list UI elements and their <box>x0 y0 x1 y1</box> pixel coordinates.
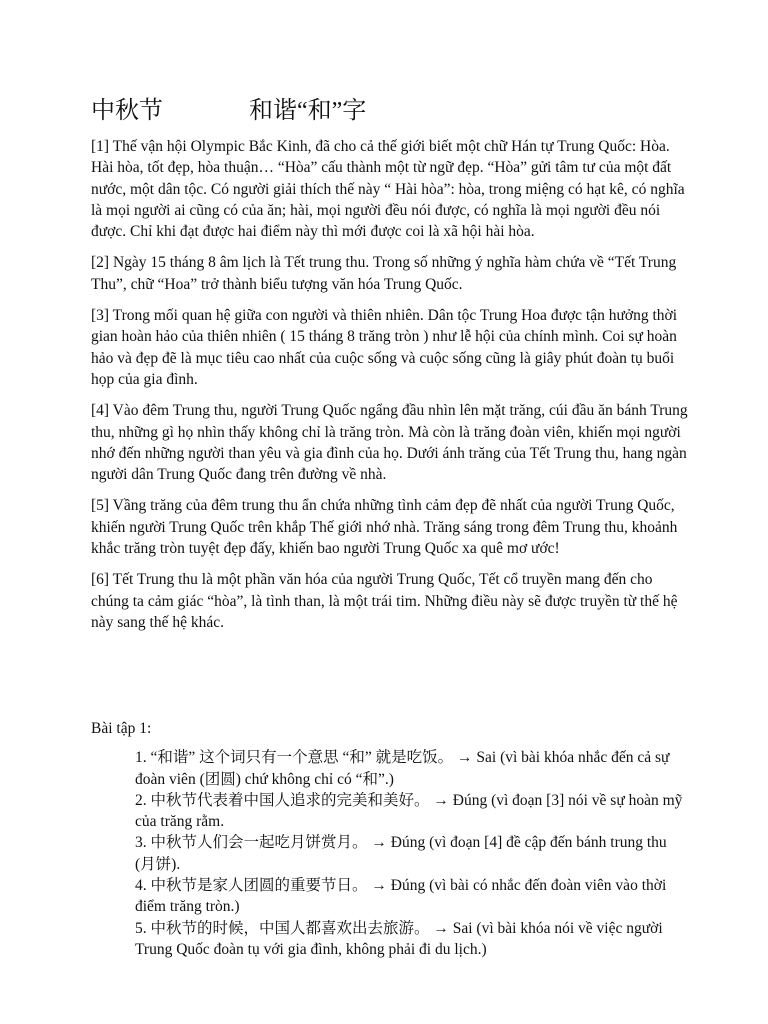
document-title <box>91 96 691 126</box>
exercise-list <box>91 747 691 960</box>
exercise-item: 3. 中秋节人们会一起吃月饼赏月。 → Đúng (vì đoạn [4] đề cập đến bánh trung thu (月饼). <box>135 834 667 873</box>
title-right: 和谐“和”字 <box>249 98 367 124</box>
exercise-title: Bài tập 1: <box>91 720 152 737</box>
paragraph-4: [4] Vào đêm Trung thu, người Trung Quốc ngẩng đầu nhìn lên mặt trăng, cúi đầu ăn bánh Trung thu, những gì họ nhìn thấy không chỉ là trăng tròn. Mà còn là trăng đoàn viên, khiến mọi người nhớ đến những người than yêu và gia đình của họ. Dưới ánh trăng của Tết Trung thu, hang ngàn người dân Trung Quốc đang trên đường về nhà. <box>91 402 688 484</box>
title-left: 中秋节 <box>91 98 163 124</box>
exercise-item: 2. 中秋节代表着中国人追求的完美和美好。 → Đúng (vì đoạn [3] nói về sự hoàn mỹ của trăng rằm. <box>135 791 683 831</box>
exercise-item: 4. 中秋节是家人团圆的重要节日。 → Đúng (vì bài có nhắc đến đoàn viên vào thời điểm trăng tròn.) <box>135 877 667 916</box>
exercise-item: 1. “和谐” 这个词只有一个意思 “和” 就是吃饭。 → Sai (vì bài khóa nhắc đến cả sự đoàn viên (团圆) chứ không chỉ có “和”.) <box>135 749 670 788</box>
paragraph-5: [5] Vầng trăng của đêm trung thu ẩn chứa những tình cảm đẹp đẽ nhất của người Trung Quốc, khiến người Trung Quốc trên khắp Thế giới nhớ nhà. Trăng sáng trong đêm Trung thu, khoảnh khắc trăng tròn tuyệt đẹp đấy, khiến bao người Trung Quốc xa quê mơ ước! <box>91 497 678 558</box>
article-body <box>91 136 691 643</box>
exercise-item: 5. 中秋节的时候，中国人都喜欢出去旅游。 → Sai (vì bài khóa nói về việc người Trung Quốc đoàn tụ với gia đình, không phải đi du lịch.) <box>135 919 663 958</box>
paragraph-1: [1] Thế vận hội Olympic Bắc Kinh, đã cho cả thế giới biết một chữ Hán tự Trung Quốc: Hòa. Hài hòa, tốt đẹp, hòa thuận… “Hòa” cấu thành một từ ngữ đẹp. “Hòa” gửi tâm tư của một đất nước, một dân tộc. Có người giải thích thế này “ Hài hòa”: hòa, trong miệng có hạt kê, có nghĩa là mọi người ai cũng có của ăn; hài, mọi người đều nói được, có nghĩa là mọi người đều nói được. Chỉ khi đạt được hai điểm này thì mới được coi là xã hội hài hòa. <box>91 138 685 241</box>
exercise-section <box>91 718 691 960</box>
paragraph-6: [6] Tết Trung thu là một phần văn hóa của người Trung Quốc, Tết cổ truyền mang đến cho chúng ta cảm giác “hòa”, là tình than, là một trái tim. Những điều này sẽ được truyền từ thế hệ này sang thế hệ khác. <box>91 571 678 631</box>
paragraph-3: [3] Trong mối quan hệ giữa con người và thiên nhiên. Dân tộc Trung Hoa được tận hưởng thời gian hoàn hảo của thiên nhiên ( 15 tháng 8 trăng tròn ) như lễ hội của chính mình. Coi sự hoàn hảo và đẹp đẽ là mục tiêu cao nhất của cuộc sống và cuộc sống cũng là giây phút đoàn tụ buổi họp của gia đình. <box>91 307 678 388</box>
paragraph-2: [2] Ngày 15 tháng 8 âm lịch là Tết trung thu. Trong số những ý nghĩa hàm chứa về “Tết Trung Thu”, chữ “Hoa” trở thành biểu tượng văn hóa Trung Quốc. <box>91 254 677 293</box>
